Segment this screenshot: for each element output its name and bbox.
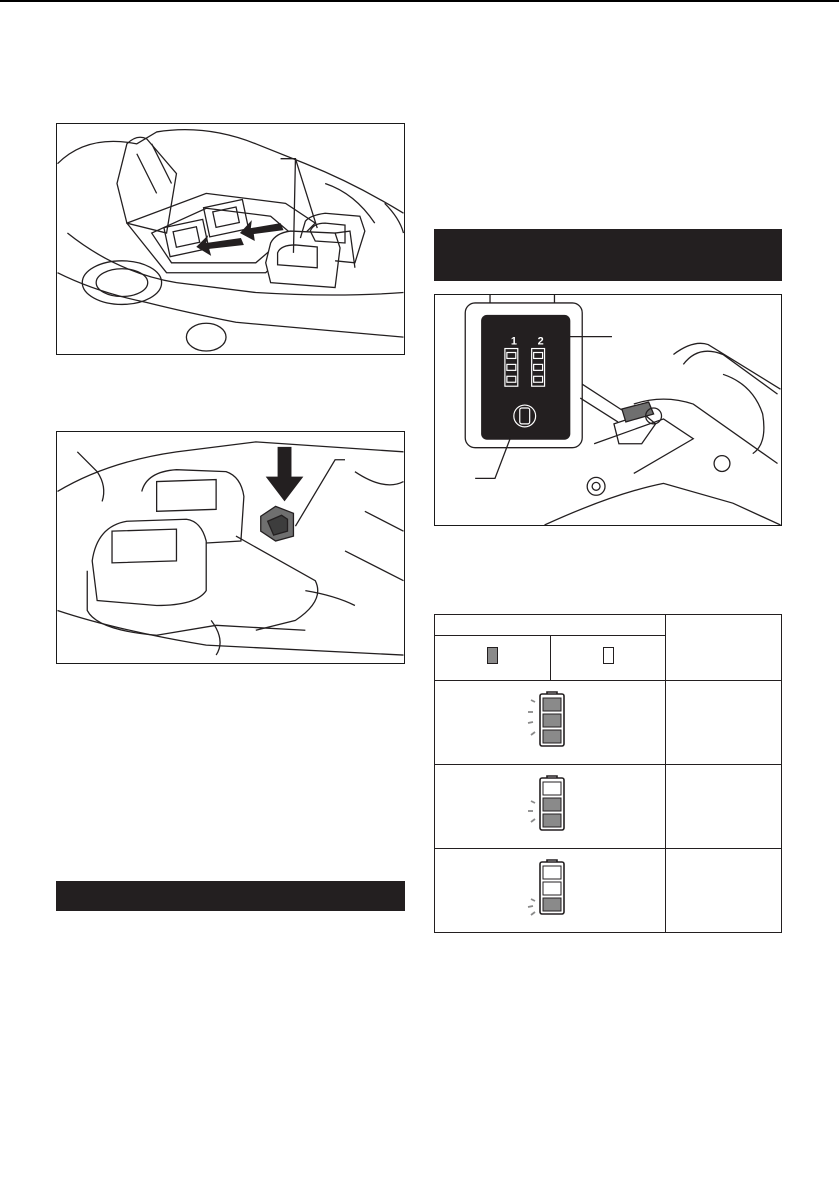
battery-level-2-cell xyxy=(435,765,666,849)
lamp-off-swatch xyxy=(603,647,614,664)
page-top-rule xyxy=(0,0,839,2)
indicator-table xyxy=(434,614,782,933)
table-header-indicator xyxy=(435,615,666,636)
table-header-lit xyxy=(435,636,551,681)
section-heading-right-text xyxy=(434,247,442,263)
table-row xyxy=(435,849,782,933)
battery-one-third-icon xyxy=(520,858,580,918)
figure-lock-key xyxy=(56,431,405,664)
table-header-remaining xyxy=(666,615,782,681)
battery-level-3-cell xyxy=(435,681,666,765)
battery-indicator-illustration xyxy=(435,295,781,525)
figure-battery-insert xyxy=(56,123,405,355)
table-header-off xyxy=(550,636,666,681)
battery-level-1-cell xyxy=(435,849,666,933)
indicator-digit-2: 2 xyxy=(537,335,544,348)
section-heading-bar-left xyxy=(56,881,405,911)
lock-key-illustration xyxy=(57,432,404,663)
remaining-level-1 xyxy=(666,849,782,933)
section-heading-bar-right xyxy=(434,229,782,281)
section-heading-left-text xyxy=(56,888,64,904)
battery-insert-illustration xyxy=(57,124,404,354)
lamp-on-swatch xyxy=(487,647,498,664)
remaining-level-3 xyxy=(666,681,782,765)
figure-battery-indicator xyxy=(434,294,782,526)
table-row xyxy=(435,765,782,849)
table-row xyxy=(435,681,782,765)
indicator-digit-1: 1 xyxy=(510,335,517,348)
battery-full-icon xyxy=(520,690,580,750)
remaining-level-2 xyxy=(666,765,782,849)
battery-two-thirds-icon xyxy=(520,774,580,834)
